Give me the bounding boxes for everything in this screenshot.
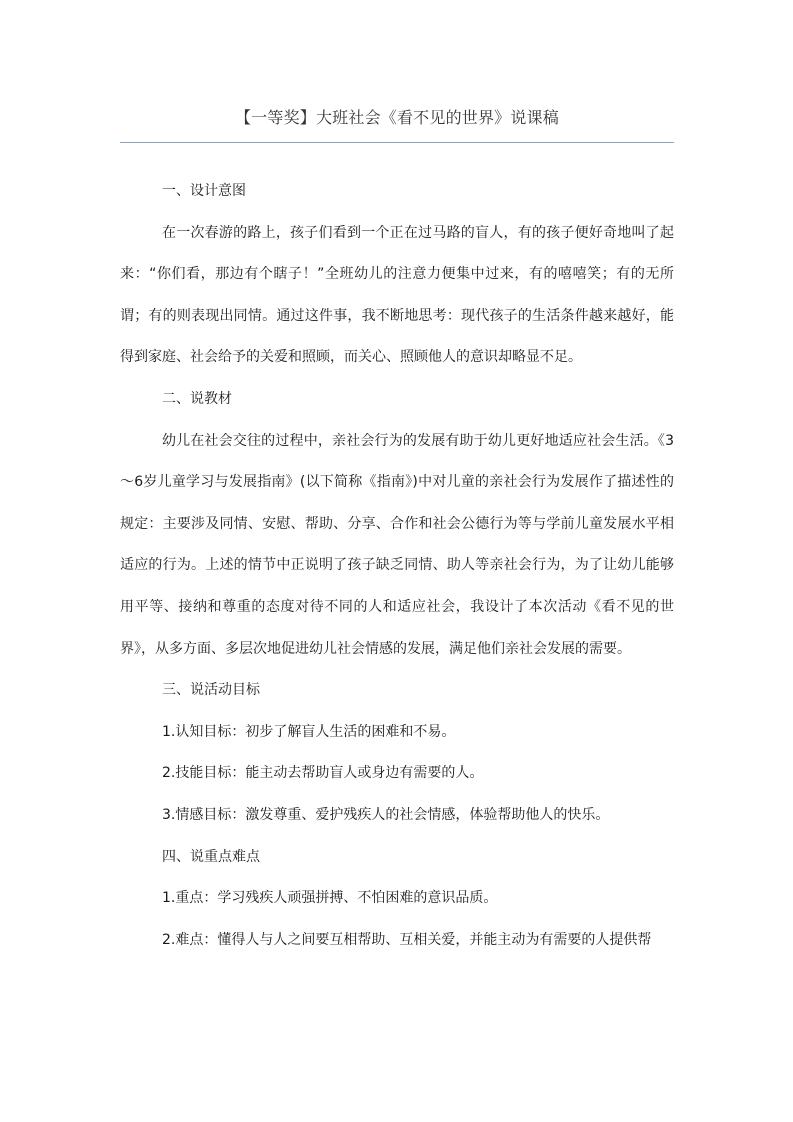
document-title: 【一等奖】大班社会《看不见的世界》说课稿: [234, 108, 559, 127]
section-heading-material: 二、说教材: [162, 390, 232, 407]
section-heading-goals: 三、说活动目标: [162, 682, 260, 699]
goal-item: 2.技能目标：能主动去帮助盲人或身边有需要的人。: [162, 765, 484, 782]
paragraph-material: 幼儿在社会交往的过程中，亲社会行为的发展有助于幼儿更好地适应社会生活。《3～6岁儿童学习与发展指南》(以下简称《指南》)中对儿童的亲社会行为发展作了描述性的规定：主要涉及同情、安慰、帮助、分享、合作和社会公德行为等与学前儿童发展水平相适应的行为。上述的情节中正说明了孩子缺乏同情、助人等亲社会行为，为了让幼儿能够用平等、接纳和尊重的态度对待不同的人和适应社会，我设计了本次活动《看不见的世界》，从多方面、多层次地促进幼儿社会情感的发展，满足他们亲社会发展的需要。: [120, 432, 674, 657]
title-divider: [120, 142, 674, 143]
goal-item: 3.情感目标：激发尊重、爱护残疾人的社会情感，体验帮助他人的快乐。: [162, 806, 610, 823]
section-heading-design: 一、设计意图: [162, 183, 246, 199]
document-body: [120, 171, 674, 961]
section-heading-key-points: 四、说重点难点: [162, 848, 260, 865]
goal-item: 1.认知目标：初步了解盲人生活的困难和不易。: [162, 723, 456, 740]
key-point-item: 2.难点：懂得人与人之间要互相帮助、互相关爱，并能主动为有需要的人提供帮: [162, 931, 652, 948]
paragraph-design: 在一次春游的路上，孩子们看到一个正在过马路的盲人，有的孩子便好奇地叫了起来：“你们看，那边有个瞎子！”全班幼儿的注意力便集中过来，有的嘻嘻笑；有的无所谓；有的则表现出同情。通过这件事，我不断地思考：现代孩子的生活条件越来越好，能得到家庭、社会给予的关爱和照顾，而关心、照顾他人的意识却略显不足。: [120, 224, 674, 366]
key-point-item: 1.重点：学习残疾人顽强拼搏、不怕困难的意识品质。: [162, 890, 498, 907]
